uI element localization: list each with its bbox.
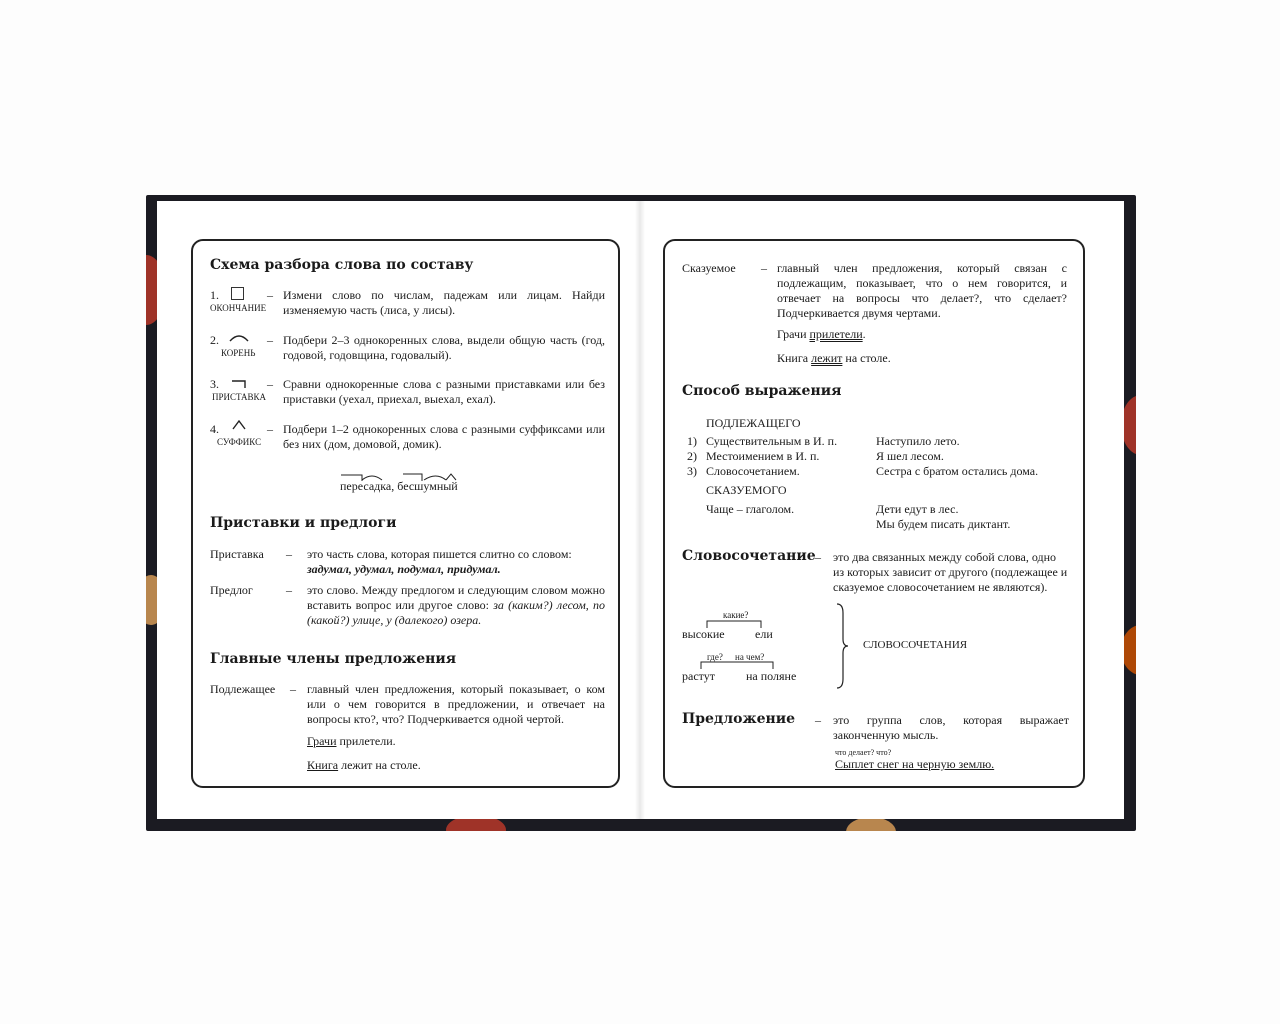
morpheme-label: КОРЕНЬ bbox=[221, 348, 256, 358]
sentence-example bbox=[835, 757, 994, 772]
item-text: Подбери 2–3 однокоренных слова, выдели общую часть (год, годовой, годовщина, годовалый). bbox=[283, 333, 605, 362]
subject-heading: ПОДЛЕЖАЩЕГО bbox=[706, 416, 801, 430]
example-rest: прилетели. bbox=[336, 734, 396, 748]
section-title-phrase: Словосочетание bbox=[682, 548, 816, 564]
definition-text: это слово. Между предлогом и следующим словом можно вставить вопрос или другое слово: bbox=[307, 583, 605, 612]
section-title-main-members: Главные члены предложения bbox=[210, 651, 457, 667]
subject-example-1 bbox=[307, 734, 396, 749]
dash: – bbox=[815, 550, 821, 564]
brace-icon bbox=[835, 603, 849, 689]
question-label: что делает? что? bbox=[835, 748, 892, 757]
item-number: 2. bbox=[210, 333, 219, 347]
example-words: пересадка, бесшумный bbox=[340, 479, 458, 493]
dash: – bbox=[761, 261, 767, 275]
item-text: Измени слово по числам, падежам или лицам. Найди изменяемую часть (лиса, у лисы). bbox=[283, 288, 605, 317]
expression-way: Местоимением в И. п. bbox=[706, 449, 820, 463]
example-text: Грачи bbox=[777, 327, 810, 341]
term-prefix: Приставка bbox=[210, 547, 264, 561]
underlined-subject: Грачи bbox=[307, 734, 337, 748]
dash: – bbox=[286, 583, 292, 597]
prefix-definition bbox=[307, 547, 605, 577]
example-text: Книга bbox=[777, 351, 812, 365]
expression-example: Я шел лесом. bbox=[876, 449, 944, 463]
section-title-expression: Способ выражения bbox=[682, 383, 842, 399]
parsed-sentence: Сыплет снег на черную землю. bbox=[835, 757, 995, 771]
morpheme-example bbox=[340, 479, 458, 494]
expression-way: Существительным в И. п. bbox=[706, 434, 838, 448]
phrase-word-main: высокие bbox=[682, 627, 725, 641]
ending-box-icon bbox=[231, 285, 244, 300]
dash: – bbox=[286, 547, 292, 561]
section-title-prefixes: Приставки и предлоги bbox=[210, 515, 397, 531]
dash: – bbox=[267, 377, 273, 391]
predicate-way: Чаще – глаголом. bbox=[706, 502, 795, 516]
item-text: Подбери 1–2 однокоренных слова с разными суффиксами или без них (дом, домовой, домик). bbox=[283, 422, 605, 451]
row-number: 1) bbox=[687, 434, 697, 448]
dash: – bbox=[267, 333, 273, 347]
dash: – bbox=[267, 288, 273, 302]
prefix-examples: задумал, удумал, подумал, придумал. bbox=[307, 562, 501, 576]
item-text: Сравни однокоренные слова с разными приставками или без приставки (уехал, приехал, выехал, ехал). bbox=[283, 377, 605, 406]
underlined-predicate: лежит bbox=[811, 351, 843, 365]
underlined-subject: Книга bbox=[307, 758, 339, 772]
subject-example-2 bbox=[307, 758, 421, 773]
phrase-label: СЛОВОСОЧЕТАНИЯ bbox=[863, 639, 968, 651]
morpheme-marks-icon bbox=[340, 473, 480, 481]
morpheme-label: ОКОНЧАНИЕ bbox=[210, 303, 267, 313]
subject-definition: главный член предложения, который показывает, о ком или о чем говорится в предложении, и отвечает на вопросы кто?, что? Подчеркивается одной чертой. bbox=[307, 682, 605, 726]
root-arc-icon bbox=[229, 331, 249, 346]
floral-decoration bbox=[846, 817, 896, 831]
right-panel bbox=[663, 239, 1085, 788]
row-number: 3) bbox=[687, 464, 697, 478]
predicate-definition: главный член предложения, который связан с подлежащим, показывает, что о нем говорится, и отвечает на вопросы что делает?, что сделает? Подчеркивается двумя чертами. bbox=[777, 261, 1067, 320]
dash: – bbox=[815, 713, 821, 727]
item-number: 3. bbox=[210, 377, 219, 391]
preposition-examples: за (каким?) лесом, по (какой?) улице, у (далекого) озера. bbox=[307, 598, 605, 627]
definition-text: это часть слова, которая пишется слитно со словом: bbox=[307, 547, 572, 561]
underlined-predicate: прилетели bbox=[809, 327, 863, 341]
question-label: где? bbox=[707, 652, 723, 662]
predicate-example-a: Дети едут в лес. bbox=[876, 502, 959, 516]
expression-way: Словосочетанием. bbox=[706, 464, 800, 478]
book-spine bbox=[635, 201, 645, 819]
term-subject: Подлежащее bbox=[210, 682, 276, 696]
row-number: 2) bbox=[687, 449, 697, 463]
suffix-mark-icon bbox=[232, 419, 246, 434]
morpheme-label: СУФФИКС bbox=[217, 437, 262, 447]
term-predicate: Сказуемое bbox=[682, 261, 736, 275]
open-book-pages bbox=[157, 201, 1124, 819]
item-number: 4. bbox=[210, 422, 219, 436]
phrase-word-main: растут bbox=[682, 669, 715, 683]
section-title-word-parts: Схема разбора слова по составу bbox=[210, 257, 474, 273]
predicate-example-1 bbox=[777, 327, 866, 342]
morpheme-label: ПРИСТАВКА bbox=[212, 392, 267, 402]
question-label: на чем? bbox=[735, 652, 765, 662]
predicate-heading: СКАЗУЕМОГО bbox=[706, 483, 787, 497]
dash: – bbox=[290, 682, 296, 696]
left-panel bbox=[191, 239, 620, 788]
example-rest: лежит на столе. bbox=[338, 758, 421, 772]
phrase-word-dep: на поляне bbox=[746, 669, 797, 683]
section-title-sentence: Предложение bbox=[682, 711, 796, 727]
expression-example: Наступило лето. bbox=[876, 434, 960, 448]
expression-example: Сестра с братом остались дома. bbox=[876, 464, 1039, 478]
question-label: какие? bbox=[723, 610, 749, 620]
predicate-example-2 bbox=[777, 351, 891, 366]
sentence-definition: это группа слов, которая выражает законченную мысль. bbox=[833, 713, 1069, 742]
phrase-word-dep: ели bbox=[755, 627, 773, 641]
phrase-definition: это два связанных между собой слова, одно из которых зависит от другого (подлежащее и сказуемое словосочетанием не являются). bbox=[833, 550, 1068, 594]
item-number: 1. bbox=[210, 288, 219, 302]
dash: – bbox=[267, 422, 273, 436]
term-preposition: Предлог bbox=[210, 583, 253, 597]
example-text: на столе. bbox=[842, 351, 891, 365]
predicate-example-b: Мы будем писать диктант. bbox=[876, 517, 1011, 531]
preposition-definition bbox=[307, 583, 605, 628]
example-text: . bbox=[862, 327, 866, 341]
